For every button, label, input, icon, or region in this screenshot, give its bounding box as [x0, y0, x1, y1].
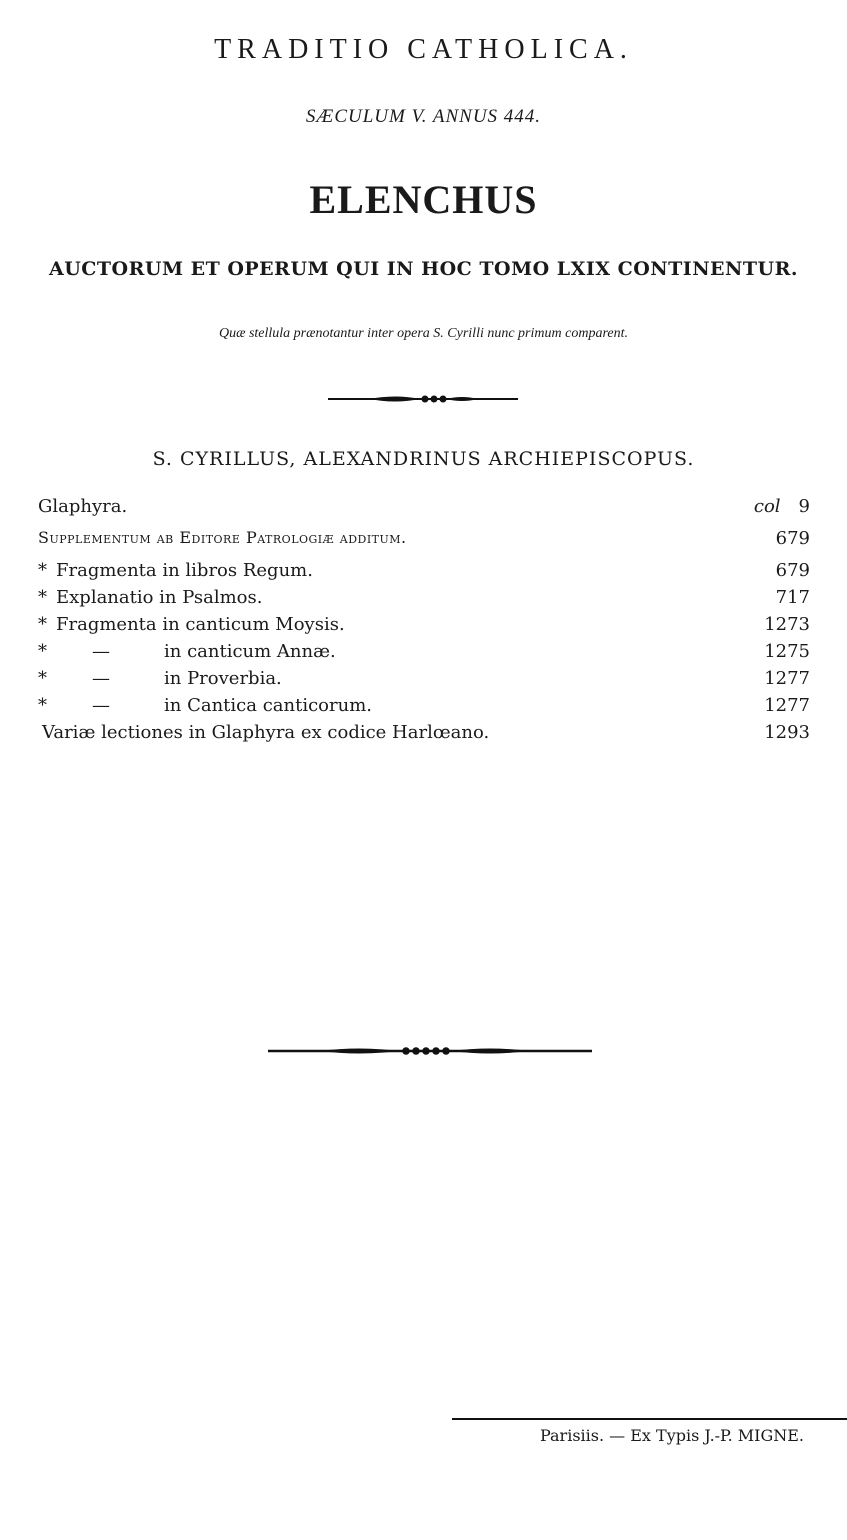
ornament-divider-bottom [0, 1044, 847, 1058]
ornament-divider-top [0, 392, 847, 406]
toc-entry-title: Fragmenta in libros Regum. [56, 560, 313, 581]
col-number: 1275 [764, 641, 810, 662]
ditto-dash: — [92, 668, 110, 689]
col-prefix: col [753, 496, 781, 517]
ditto-dash: — [92, 695, 110, 716]
toc-entry-title: in Cantica canticorum. [164, 695, 372, 716]
page-title: ELENCHUS [309, 177, 538, 222]
stellula-mark: * [38, 695, 47, 716]
stellula-mark: * [38, 560, 47, 581]
saeculum-line: SÆCULUM V. ANNUS 444. [305, 106, 542, 127]
col-number: 1273 [764, 614, 810, 635]
toc-entry-title: Supplementum ab Editore Patrologiæ additum. [38, 528, 407, 547]
series-title: TRADITIO CATHOLICA. [214, 34, 633, 65]
toc-entry-canticum-annae [38, 641, 810, 667]
toc-entry-variae-lectiones [38, 722, 810, 748]
toc-entry-title: Variæ lectiones in Glaphyra ex codice Harlœano. [42, 722, 490, 743]
col-number: 1277 [764, 668, 810, 689]
toc-entry-title: in canticum Annæ. [164, 641, 336, 662]
col-number: 679 [775, 528, 810, 549]
col-number: 679 [775, 560, 810, 581]
stellula-mark: * [38, 587, 47, 608]
col-number: 1277 [764, 695, 810, 716]
page-subtitle: AUCTORUM ET OPERUM QUI IN HOC TOMO LXIX CONTINENTUR. [48, 258, 799, 280]
printer-imprint: Parisiis. — Ex Typis J.-P. MIGNE. [539, 1426, 804, 1445]
col-number: 9 [798, 496, 810, 517]
stellula-mark: * [38, 668, 47, 689]
toc-entry-fragmenta-moysis [38, 614, 810, 640]
col-number: 717 [775, 587, 810, 608]
toc-entry-title: Fragmenta in canticum Moysis. [56, 614, 345, 635]
stellula-mark: * [38, 641, 47, 662]
author-heading: S. CYRILLUS, ALEXANDRINUS ARCHIEPISCOPUS. [152, 448, 695, 470]
toc-entry-column [754, 496, 810, 517]
toc-entry-glaphyra [38, 496, 810, 522]
col-number: 1293 [764, 722, 810, 743]
stellula-note: Quæ stellula prænotantur inter opera S. Cyrilli nunc primum comparent. [219, 326, 628, 341]
ditto-dash: — [92, 641, 110, 662]
toc-entry-title: in Proverbia. [164, 668, 282, 689]
toc-entry-fragmenta-regum [38, 560, 810, 586]
stellula-mark: * [38, 614, 47, 635]
footer-rule [452, 1418, 847, 1420]
toc-entry-title: Glaphyra. [38, 496, 128, 517]
toc-entry-cantica-canticorum [38, 695, 810, 721]
toc-entry-supplementum [38, 528, 810, 554]
toc-entry-explanatio-psalmos [38, 587, 810, 613]
toc-entry-proverbia [38, 668, 810, 694]
toc-entry-title: Explanatio in Psalmos. [56, 587, 263, 608]
